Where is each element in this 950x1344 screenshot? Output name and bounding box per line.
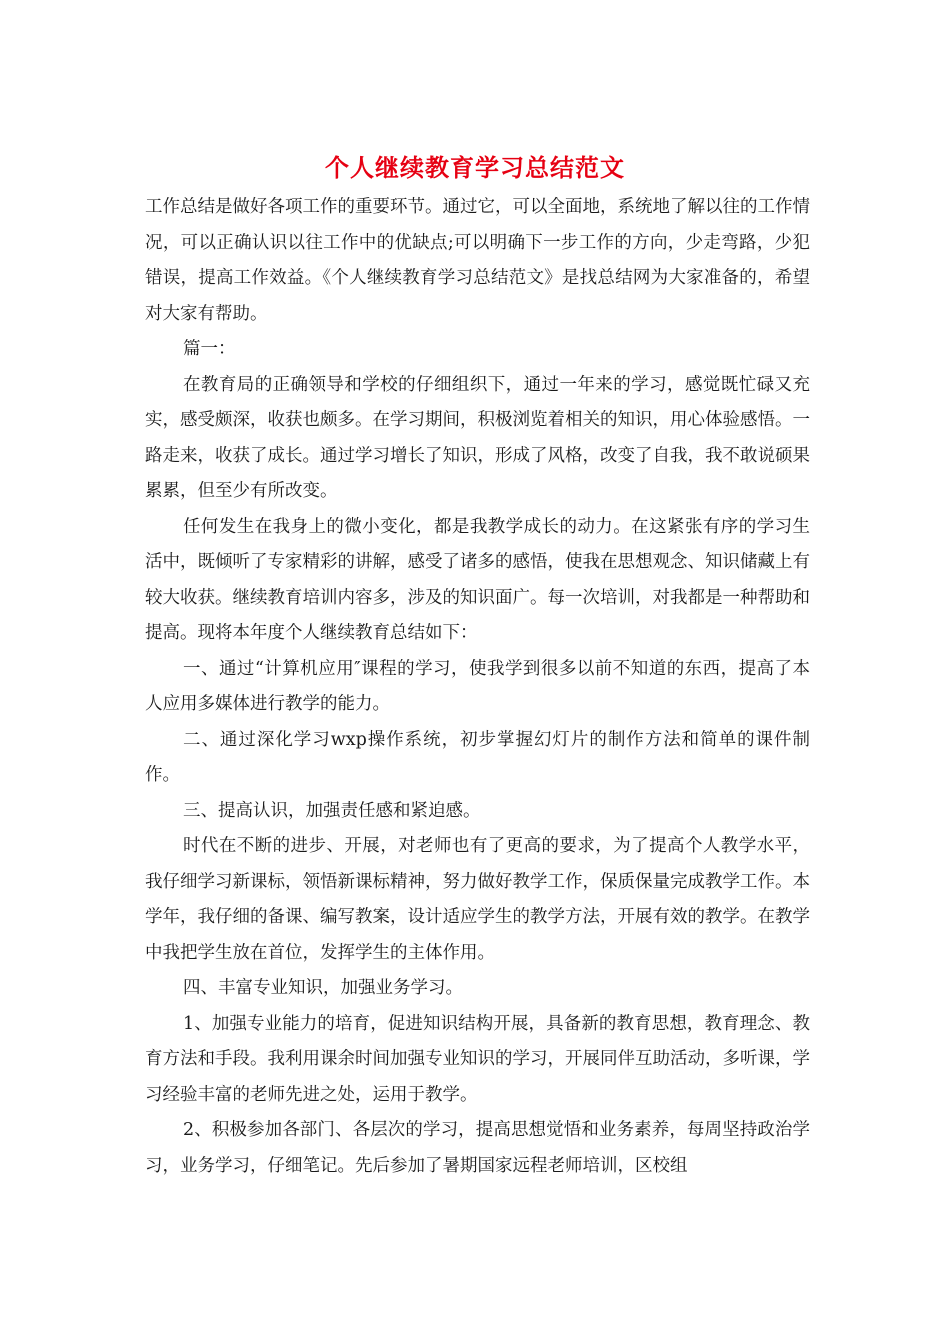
paragraph: 在教育局的正确领导和学校的仔细组织下，通过一年来的学习，感觉既忙碌又充实，感受颇深，收获也颇多。在学习期间，积极浏览着相关的知识，用心体验感悟。一路走来，收获了成长。通过学习增长了知识，形成了风格，改变了自我，我不敢说硕果累累，但至少有所改变。 [145, 374, 810, 501]
paragraph-item-2: 二、通过深化学习wxp操作系统，初步掌握幻灯片的制作方法和简单的课件制作。 [145, 729, 810, 785]
paragraph-section-heading: 篇一： [183, 339, 236, 359]
document-body [145, 190, 810, 1184]
paragraph-item-1: 一、通过“计算机应用″课程的学习，使我学到很多以前不知道的东西，提高了本人应用多媒体进行教学的能力。 [145, 658, 810, 714]
paragraph-item-3: 三、提高认识，加强责任感和紧迫感。 [183, 800, 481, 821]
paragraph-subitem-2: 2、积极参加各部门、各层次的学习，提高思想觉悟和业务素养，每周坚持政治学习，业务学习，仔细笔记。先后参加了暑期国家远程老师培训，区校组 [145, 1120, 810, 1176]
paragraph-intro: 工作总结是做好各项工作的重要环节。通过它，可以全面地，系统地了解以往的工作情况，可以正确认识以往工作中的优缺点;可以明确下一步工作的方向，少走弯路，少犯错误，提高工作效益。《个人继续教育学习总结范文》是找总结网为大家准备的，希望对大家有帮助。 [145, 197, 810, 324]
paragraph: 时代在不断的进步、开展，对老师也有了更高的要求，为了提高个人教学水平，我仔细学习新课标，领悟新课标精神，努力做好教学工作，保质保量完成教学工作。本学年，我仔细的备课、编写教案，设计适应学生的教学方法，开展有效的教学。在教学中我把学生放在首位，发挥学生的主体作用。 [145, 836, 810, 963]
paragraph-item-4: 四、丰富专业知识，加强业务学习。 [183, 978, 463, 998]
document-title: 个人继续教育学习总结范文 [325, 153, 625, 182]
paragraph-subitem-1: 1、加强专业能力的培育，促进知识结构开展，具备新的教育思想，教育理念、教育方法和手段。我利用课余时间加强专业知识的学习，开展同伴互助活动，多听课，学习经验丰富的老师先进之处，运用于教学。 [145, 1013, 810, 1105]
paragraph: 任何发生在我身上的微小变化，都是我教学成长的动力。在这紧张有序的学习生活中，既倾听了专家精彩的讲解，感受了诸多的感悟，使我在思想观念、知识储藏上有较大收获。继续教育培训内容多，涉及的知识面广。每一次培训，对我都是一种帮助和提高。现将本年度个人继续教育总结如下： [145, 516, 810, 643]
